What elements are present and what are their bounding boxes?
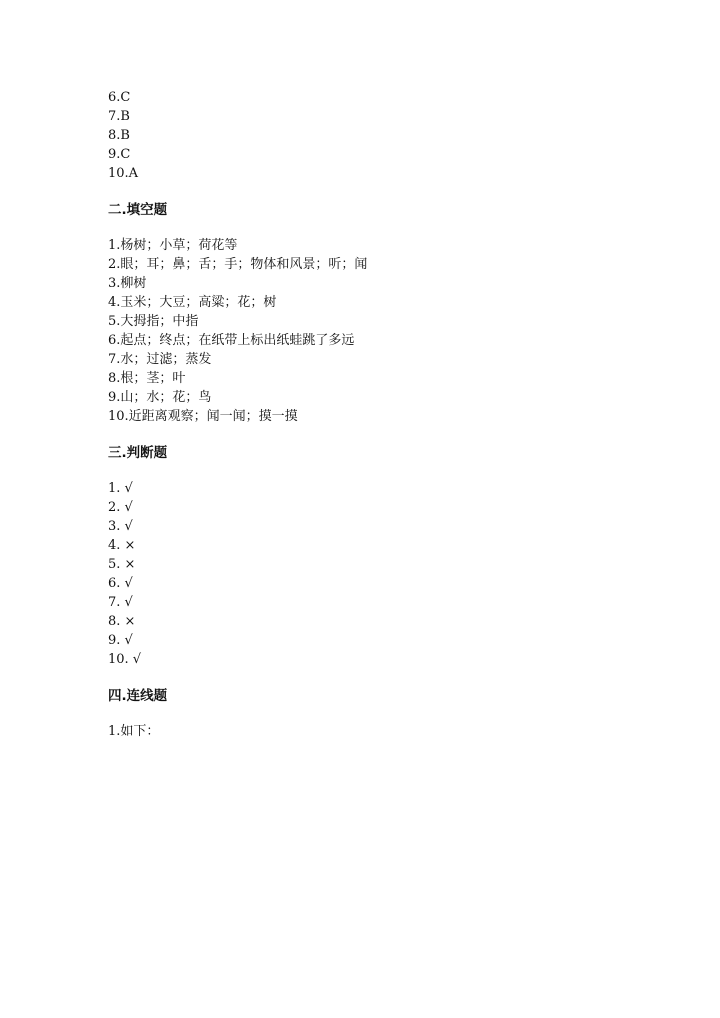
answer-line: 8. ×: [108, 614, 136, 629]
answer-line: 1.如下：: [108, 724, 160, 739]
answer-line: 5. ×: [108, 557, 136, 572]
answer-line: 1.杨树；小草；荷花等: [108, 238, 238, 253]
section-title-fill-blank: 二.填空题: [108, 202, 168, 218]
answer-line: 2.眼；耳；鼻；舌；手；物体和风景；听；闻: [108, 257, 368, 272]
answer-line: 2. √: [108, 500, 133, 515]
answer-line: 4.玉米；大豆；高粱；花；树: [108, 295, 277, 310]
answer-line: 9. √: [108, 633, 133, 648]
fill-blank-answers-list: [108, 236, 628, 426]
answer-line: 10. √: [108, 652, 142, 667]
true-false-answers-list: [108, 479, 628, 669]
answer-line: 9.山；水；花；鸟: [108, 390, 212, 405]
answer-line: 6.起点；终点；在纸带上标出纸蛙跳了多远: [108, 333, 355, 348]
answer-line: 7. √: [108, 595, 133, 610]
answer-line: 6.C: [108, 90, 131, 105]
choice-answers-list: [108, 88, 628, 183]
answer-line: 7.B: [108, 109, 130, 124]
matching-answers-list: [108, 722, 628, 741]
answer-line: 10.A: [108, 166, 139, 181]
answer-line: 3. √: [108, 519, 133, 534]
section-title-matching: 四.连线题: [108, 688, 168, 704]
answer-line: 1. √: [108, 481, 133, 496]
section-title-true-false: 三.判断题: [108, 445, 168, 461]
answer-document: [108, 88, 628, 741]
answer-line: 4. ×: [108, 538, 136, 553]
answer-line: 6. √: [108, 576, 133, 591]
answer-line: 10.近距离观察；闻一闻；摸一摸: [108, 409, 298, 424]
answer-line: 8.B: [108, 128, 130, 143]
answer-line: 3.柳树: [108, 276, 147, 291]
answer-line: 5.大拇指；中指: [108, 314, 199, 329]
answer-line: 7.水；过滤；蒸发: [108, 352, 212, 367]
answer-line: 9.C: [108, 147, 131, 162]
answer-line: 8.根；茎；叶: [108, 371, 186, 386]
